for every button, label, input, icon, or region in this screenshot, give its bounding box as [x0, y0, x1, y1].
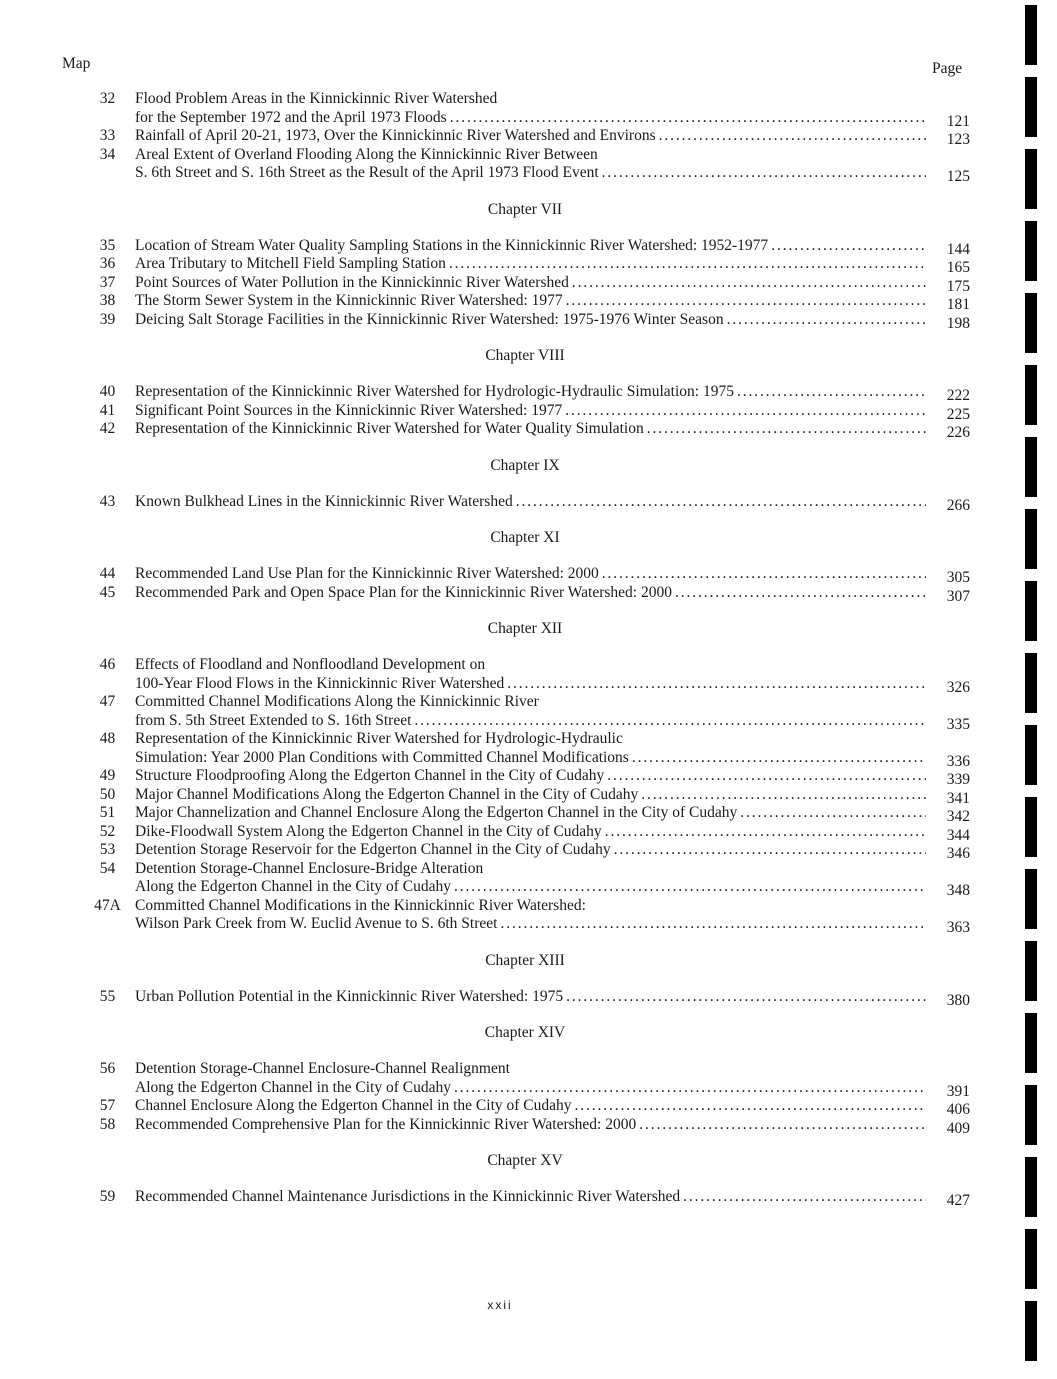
dot-leader — [565, 402, 926, 421]
map-entry — [80, 565, 970, 584]
dot-leader — [454, 1079, 926, 1098]
chapter-heading: Chapter VII — [487, 200, 563, 218]
map-title-line: Wilson Park Creek from W. Euclid Avenue to S. 6th Street — [135, 915, 498, 932]
margin-mark — [1025, 653, 1037, 713]
map-title-line: Deicing Salt Storage Facilities in the Kinnickinnic River Watershed: 1975-1976 Winter Season — [135, 310, 724, 328]
map-title — [135, 420, 970, 439]
map-title-last-line — [135, 383, 970, 402]
map-entry — [80, 493, 970, 512]
map-number: 38 — [99, 292, 116, 309]
map-number: 46 — [99, 656, 116, 673]
map-title-line: 100-Year Flood Flows in the Kinnickinnic River Watershed — [135, 674, 505, 692]
map-entry — [80, 786, 970, 805]
map-title-line: Recommended Channel Maintenance Jurisdictions in the Kinnickinnic River Watershed — [135, 1188, 681, 1205]
page-reference: 409 — [946, 1119, 970, 1137]
map-entry — [80, 730, 970, 770]
map-number: 56 — [99, 1060, 116, 1077]
map-title-line: Detention Storage Reservoir for the Edgerton Channel in the City of Cudahy — [135, 841, 611, 858]
map-title-line: Area Tributary to Mitchell Field Sampling Station — [135, 255, 446, 272]
map-title-line: Recommended Comprehensive Plan for the Kinnickinnic River Watershed: 2000 — [135, 1115, 637, 1133]
map-column-header: Map — [62, 55, 91, 72]
page-reference: 427 — [946, 1192, 970, 1209]
dot-leader — [639, 1116, 926, 1135]
map-title — [135, 693, 970, 733]
page-reference: 144 — [946, 240, 970, 258]
map-number: 48 — [99, 730, 116, 747]
map-title — [135, 493, 970, 512]
map-title — [135, 292, 970, 311]
map-title — [135, 730, 970, 770]
map-entry — [80, 841, 970, 860]
map-title-last-line — [135, 274, 970, 293]
dot-leader — [607, 767, 926, 786]
margin-mark — [1025, 509, 1037, 569]
map-number: 51 — [99, 804, 116, 821]
chapter-heading: Chapter XV — [487, 1152, 563, 1169]
map-title-line: Significant Point Sources in the Kinnickinnic River Watershed: 1977 — [135, 401, 563, 419]
map-title-line: Committed Channel Modifications Along the Kinnickinnic River — [135, 693, 539, 710]
map-title — [135, 146, 970, 183]
page-reference: 125 — [946, 168, 970, 185]
dot-leader — [572, 274, 926, 293]
map-entry — [80, 90, 970, 130]
map-title-line: Detention Storage-Channel Enclosure-Channel Realignment — [135, 1060, 510, 1077]
map-title-line: Detention Storage-Channel Enclosure-Bridge Alteration — [135, 859, 484, 877]
map-title-line: Flood Problem Areas in the Kinnickinnic River Watershed — [135, 90, 498, 107]
margin-mark — [1025, 1229, 1037, 1289]
map-title-last-line — [135, 841, 970, 860]
map-title-last-line — [135, 786, 970, 805]
map-entry — [80, 255, 970, 274]
map-number: 33 — [99, 127, 116, 144]
map-title-last-line — [135, 1188, 970, 1207]
dot-leader — [614, 841, 926, 860]
map-title — [135, 786, 970, 805]
map-number: 42 — [99, 420, 116, 437]
map-title — [135, 988, 970, 1007]
map-number: 58 — [99, 1115, 116, 1133]
map-number: 43 — [99, 492, 116, 510]
map-title-last-line — [135, 804, 970, 823]
chapter-heading: Chapter XIV — [484, 1024, 566, 1041]
map-entry — [80, 292, 970, 311]
chapter-heading: Chapter XI — [490, 529, 560, 546]
chapter-heading: Chapter IX — [490, 456, 560, 474]
margin-mark — [1025, 1157, 1037, 1217]
map-number: 54 — [99, 859, 116, 877]
chapter-heading: Chapter VIII — [485, 347, 565, 364]
map-entry — [80, 897, 970, 934]
page-reference: 121 — [946, 112, 970, 130]
map-entry — [80, 860, 970, 897]
margin-mark — [1025, 1013, 1037, 1073]
page-reference: 266 — [946, 496, 970, 514]
map-title — [135, 897, 970, 934]
margin-mark — [1025, 77, 1037, 137]
map-number: 44 — [99, 565, 116, 582]
map-title-last-line — [135, 292, 970, 311]
dot-leader — [602, 565, 926, 584]
page-reference: 198 — [946, 314, 970, 332]
map-title-line: from S. 5th Street Extended to S. 16th Street — [135, 711, 412, 729]
page-reference: 305 — [946, 569, 970, 586]
map-title-last-line — [135, 1097, 970, 1116]
map-title-last-line — [135, 164, 970, 183]
page-reference: 225 — [946, 405, 970, 423]
dot-leader — [647, 420, 926, 439]
page-reference: 344 — [946, 826, 970, 844]
dot-leader — [740, 804, 926, 823]
page-reference: 226 — [946, 424, 970, 441]
map-number: 47A — [94, 896, 121, 914]
map-title-last-line — [135, 823, 970, 842]
map-title — [135, 311, 970, 330]
dot-leader — [454, 878, 926, 897]
map-title — [135, 383, 970, 402]
map-entry — [80, 656, 970, 696]
map-title — [135, 127, 970, 146]
map-title-line: Representation of the Kinnickinnic River Watershed for Water Quality Simulation — [135, 420, 644, 437]
map-title-last-line — [135, 675, 970, 694]
dot-leader — [575, 1097, 926, 1116]
map-entry — [80, 804, 970, 823]
page-reference: 175 — [946, 277, 970, 295]
map-title-line: Known Bulkhead Lines in the Kinnickinnic River Watershed — [135, 492, 513, 510]
dot-leader — [507, 675, 926, 694]
map-title-line: Rainfall of April 20-21, 1973, Over the Kinnickinnic River Watershed and Environs — [135, 127, 656, 144]
dot-leader — [675, 584, 926, 603]
map-number: 57 — [99, 1097, 116, 1114]
margin-mark — [1025, 581, 1037, 641]
map-title — [135, 860, 970, 897]
dot-leader — [632, 749, 926, 768]
map-entry — [80, 1116, 970, 1135]
map-title — [135, 767, 970, 786]
map-title-line: Point Sources of Water Pollution in the Kinnickinnic River Watershed — [135, 273, 569, 291]
map-entry — [80, 767, 970, 786]
map-title-last-line — [135, 878, 970, 897]
map-title-last-line — [135, 584, 970, 603]
map-number: 37 — [99, 273, 116, 291]
map-title-line: Committed Channel Modifications in the Kinnickinnic River Watershed: — [135, 896, 586, 914]
map-title-line: S. 6th Street and S. 16th Street as the Result of the April 1973 Flood Event — [135, 164, 599, 181]
map-number: 35 — [99, 236, 116, 254]
margin-mark — [1025, 797, 1037, 857]
map-title-last-line — [135, 311, 970, 330]
dot-leader — [641, 786, 926, 805]
map-entry — [80, 237, 970, 256]
map-number: 49 — [99, 767, 116, 784]
margin-mark — [1025, 1301, 1037, 1361]
map-entry — [80, 383, 970, 402]
map-title-last-line — [135, 127, 970, 146]
dot-leader — [566, 292, 926, 311]
map-title-line: Along the Edgerton Channel in the City of Cudahy — [135, 1078, 451, 1096]
map-title — [135, 237, 970, 256]
map-title-last-line — [135, 988, 970, 1007]
page-column-header: Page — [932, 60, 963, 77]
map-title — [135, 804, 970, 823]
map-entry — [80, 311, 970, 330]
map-title-last-line — [135, 255, 970, 274]
page-reference: 341 — [946, 789, 970, 807]
page-reference: 181 — [946, 296, 970, 313]
map-title-line: Areal Extent of Overland Flooding Along the Kinnickinnic River Between — [135, 145, 598, 163]
map-title-last-line — [135, 237, 970, 256]
scan-margin-marks — [1025, 0, 1045, 1379]
page-reference: 335 — [946, 715, 970, 733]
map-number: 53 — [99, 841, 116, 858]
page-reference: 326 — [946, 678, 970, 696]
dot-leader — [602, 164, 926, 183]
map-entry — [80, 1097, 970, 1116]
map-title — [135, 402, 970, 421]
dot-leader — [737, 383, 926, 402]
map-title-last-line — [135, 565, 970, 584]
page-reference: 380 — [946, 991, 970, 1009]
map-title — [135, 565, 970, 584]
map-number: 52 — [99, 822, 116, 840]
map-title-last-line — [135, 712, 970, 731]
page-reference: 165 — [946, 259, 970, 276]
map-number: 40 — [99, 383, 116, 400]
map-entry — [80, 146, 970, 183]
margin-mark — [1025, 941, 1037, 1001]
dot-leader — [727, 311, 926, 330]
map-number: 36 — [99, 255, 116, 272]
map-title — [135, 274, 970, 293]
map-title-last-line — [135, 420, 970, 439]
map-entry — [80, 584, 970, 603]
map-title — [135, 1116, 970, 1135]
map-title-line: Representation of the Kinnickinnic River Watershed for Hydrologic-Hydraulic Simulation: 1975 — [135, 383, 734, 400]
map-title-last-line — [135, 109, 970, 128]
dot-leader — [500, 915, 926, 934]
map-title-last-line — [135, 749, 970, 768]
map-entry — [80, 274, 970, 293]
page-reference: 307 — [946, 587, 970, 605]
dot-leader — [566, 988, 926, 1007]
map-title-line: Major Channelization and Channel Enclosure Along the Edgerton Channel in the City of Cudahy — [135, 804, 738, 821]
page-reference: 342 — [946, 808, 970, 825]
map-title-line: for the September 1972 and the April 1973 Floods — [135, 108, 447, 126]
dot-leader — [414, 712, 926, 731]
page-reference: 222 — [946, 387, 970, 404]
map-title-last-line — [135, 402, 970, 421]
dot-leader — [450, 109, 926, 128]
map-title — [135, 1060, 970, 1100]
map-entry — [80, 1060, 970, 1100]
map-title-line: Structure Floodproofing Along the Edgerton Channel in the City of Cudahy — [135, 767, 605, 784]
map-title-line: Location of Stream Water Quality Sampling Stations in the Kinnickinnic River Watershed: 1952-1977 — [135, 236, 769, 254]
dot-leader — [516, 493, 926, 512]
map-number: 59 — [99, 1188, 116, 1205]
map-title-line: Simulation: Year 2000 Plan Conditions with Committed Channel Modifications — [135, 748, 629, 766]
chapter-heading: Chapter XIII — [485, 951, 565, 969]
map-title-last-line — [135, 767, 970, 786]
map-number: 39 — [99, 310, 116, 328]
map-title-line: Along the Edgerton Channel in the City of Cudahy — [135, 878, 451, 895]
margin-mark — [1025, 5, 1037, 65]
map-title — [135, 584, 970, 603]
page-reference: 363 — [946, 919, 970, 936]
map-title-line: Dike-Floodwall System Along the Edgerton Channel in the City of Cudahy — [135, 822, 602, 840]
page-reference: 339 — [946, 771, 970, 788]
margin-mark — [1025, 365, 1037, 425]
page-reference: 336 — [946, 752, 970, 770]
list-of-maps — [80, 90, 970, 1207]
map-number: 50 — [99, 785, 116, 803]
map-title — [135, 823, 970, 842]
dot-leader — [683, 1188, 926, 1207]
map-title-last-line — [135, 915, 970, 934]
margin-mark — [1025, 725, 1037, 785]
margin-mark — [1025, 437, 1037, 497]
map-entry — [80, 988, 970, 1007]
margin-mark — [1025, 149, 1037, 209]
map-entry — [80, 693, 970, 733]
page-reference: 346 — [946, 845, 970, 862]
page-reference: 123 — [946, 131, 970, 148]
map-number: 47 — [99, 693, 116, 710]
map-number: 41 — [99, 401, 116, 419]
page-reference: 391 — [946, 1082, 970, 1100]
map-entry — [80, 823, 970, 842]
map-title — [135, 1188, 970, 1207]
map-title-last-line — [135, 1116, 970, 1135]
map-entry — [80, 420, 970, 439]
map-title-line: Major Channel Modifications Along the Edgerton Channel in the City of Cudahy — [135, 785, 639, 803]
margin-mark — [1025, 293, 1037, 353]
dot-leader — [605, 823, 926, 842]
dot-leader — [659, 127, 926, 146]
map-number: 32 — [99, 90, 116, 107]
dot-leader — [449, 255, 926, 274]
margin-mark — [1025, 1085, 1037, 1145]
map-title-line: Urban Pollution Potential in the Kinnickinnic River Watershed: 1975 — [135, 987, 564, 1005]
map-entry — [80, 1188, 970, 1207]
map-number: 55 — [99, 987, 116, 1005]
map-title-line: Recommended Park and Open Space Plan for the Kinnickinnic River Watershed: 2000 — [135, 583, 672, 601]
map-title-last-line — [135, 1079, 970, 1098]
map-title — [135, 90, 970, 130]
map-number: 34 — [99, 145, 116, 163]
map-title — [135, 255, 970, 274]
map-title-line: Channel Enclosure Along the Edgerton Channel in the City of Cudahy — [135, 1097, 572, 1114]
map-title — [135, 1097, 970, 1116]
page-reference: 348 — [946, 882, 970, 899]
map-title — [135, 656, 970, 696]
map-number: 45 — [99, 583, 116, 601]
map-title-last-line — [135, 493, 970, 512]
page-number: xxii — [487, 1298, 513, 1312]
margin-mark — [1025, 221, 1037, 281]
map-title — [135, 841, 970, 860]
map-title-line: Recommended Land Use Plan for the Kinnickinnic River Watershed: 2000 — [135, 565, 599, 582]
dot-leader — [771, 237, 926, 256]
page-reference: 406 — [946, 1101, 970, 1118]
map-entry — [80, 127, 970, 146]
map-title-line: Representation of the Kinnickinnic River Watershed for Hydrologic-Hydraulic — [135, 730, 623, 747]
map-title-line: The Storm Sewer System in the Kinnickinnic River Watershed: 1977 — [135, 292, 563, 309]
map-entry — [80, 402, 970, 421]
map-title-line: Effects of Floodland and Nonfloodland Development on — [135, 656, 486, 673]
chapter-heading: Chapter XII — [487, 620, 563, 637]
margin-mark — [1025, 869, 1037, 929]
